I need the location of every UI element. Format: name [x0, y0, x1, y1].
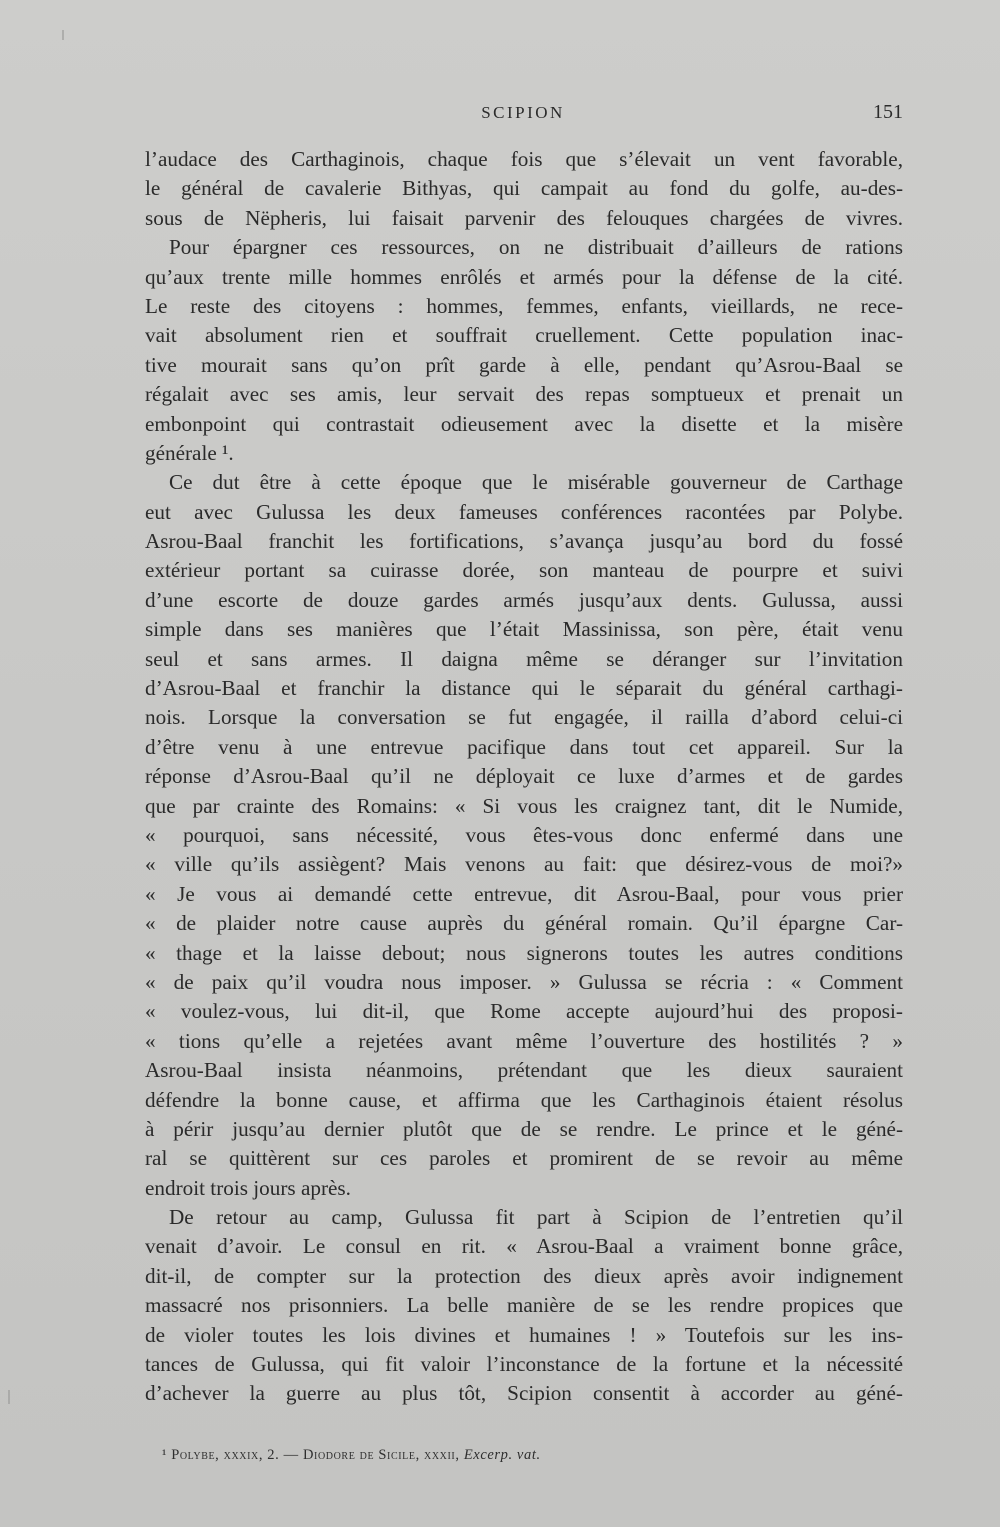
- footnote-source: Polybe, xxxix, 2.: [171, 1447, 280, 1463]
- footnote-marker: ¹: [162, 1447, 167, 1463]
- text-line: nois. Lorsque la conversation se fut engagée, il railla d’abord celui-ci: [145, 705, 903, 730]
- running-head: [143, 103, 903, 129]
- text-line: « Je vous ai demandé cette entrevue, dit Asrou-Baal, pour vous prier: [145, 881, 903, 906]
- text-line: d’une escorte de douze gardes armés jusqu’aux dents. Gulussa, aussi: [145, 587, 903, 612]
- text-line: d’achever la guerre au plus tôt, Scipion consentit à accorder au géné-: [145, 1381, 903, 1406]
- text-line: d’être venu à une entrevue pacifique dans tout cet appareil. Sur la: [145, 734, 903, 759]
- running-title: SCIPION: [481, 103, 565, 122]
- text-line: Le reste des citoyens : hommes, femmes, enfants, vieillards, ne rece-: [145, 293, 903, 318]
- text-line: Asrou-Baal franchit les fortifications, s’avança jusqu’au bord du fossé: [145, 529, 903, 554]
- text-line: qu’aux trente mille hommes enrôlés et armés pour la défense de la cité.: [145, 264, 903, 289]
- text-line: endroit trois jours après.: [145, 1175, 351, 1200]
- text-line: le général de cavalerie Bithyas, qui campait au fond du golfe, au-des-: [145, 176, 903, 201]
- text-line: « thage et la laisse debout; nous signerons toutes les autres conditions: [145, 940, 903, 965]
- text-line: « tions qu’elle a rejetées avant même l’ouverture des hostilités ? »: [145, 1028, 903, 1053]
- text-line: eut avec Gulussa les deux fameuses conférences racontées par Polybe.: [145, 499, 903, 524]
- scan-speck: [8, 1390, 10, 1404]
- text-line: extérieur portant sa cuirasse dorée, son manteau de pourpre et suivi: [145, 558, 903, 583]
- text-line: Ce dut être à cette époque que le misérable gouverneur de Carthage: [169, 470, 903, 495]
- body-text: [145, 145, 903, 1409]
- footnote-dash: —: [283, 1447, 299, 1463]
- text-line: massacré nos prisonniers. La belle manière de se les rendre propices que: [145, 1293, 903, 1318]
- text-line: simple dans ses manières que l’était Massinissa, son père, était venu: [145, 617, 903, 642]
- text-line: « de plaider notre cause auprès du général romain. Qu’il épargne Car-: [145, 911, 903, 936]
- text-line: à périr jusqu’au dernier plutôt que de se rendre. Le prince et le géné-: [145, 1116, 903, 1141]
- text-line: tances de Gulussa, qui fit valoir l’inconstance de la fortune et la nécessité: [145, 1352, 903, 1377]
- text-line: Asrou-Baal insista néanmoins, prétendant que les dieux sauraient: [145, 1058, 903, 1083]
- footnote: [162, 1447, 541, 1464]
- text-line: sous de Nëpheris, lui faisait parvenir des felouques chargées de vivres.: [145, 205, 903, 230]
- text-line: « pourquoi, sans nécessité, vous êtes-vous donc enfermé dans une: [145, 822, 903, 847]
- text-line: l’audace des Carthaginois, chaque fois que s’élevait un vent favorable,: [145, 147, 903, 171]
- text-line: régalait avec ses amis, leur servait des repas somptueux et prenait un: [145, 382, 903, 407]
- text-line: Pour épargner ces ressources, on ne distribuait d’ailleurs de rations: [169, 235, 903, 260]
- text-line: « ville qu’ils assiègent? Mais venons au fait: que désirez-vous de moi?»: [145, 852, 903, 877]
- text-line: dit-il, de compter sur la protection des dieux après avoir indignement: [145, 1263, 903, 1288]
- text-line: de violer toutes les lois divines et humaines ! » Toutefois sur les ins-: [145, 1322, 903, 1347]
- text-line: générale ¹.: [145, 440, 234, 465]
- text-line: réponse d’Asrou-Baal qu’il ne déployait ce luxe d’armes et de gardes: [145, 764, 903, 789]
- text-line: De retour au camp, Gulussa fit part à Scipion de l’entretien qu’il: [169, 1205, 903, 1230]
- text-line: d’Asrou-Baal et franchir la distance qui le séparait du général carthagi-: [145, 676, 903, 701]
- text-line: vait absolument rien et souffrait cruellement. Cette population inac-: [145, 323, 903, 348]
- text-line: venait d’avoir. Le consul en rit. « Asrou-Baal a vraiment bonne grâce,: [145, 1234, 903, 1259]
- text-line: tive mourait sans qu’on prît garde à elle, pendant qu’Asrou-Baal se: [145, 352, 903, 377]
- scan-speck: [62, 30, 64, 40]
- text-line: « voulez-vous, lui dit-il, que Rome accepte aujourd’hui des proposi-: [145, 999, 903, 1024]
- text-line: seul et sans armes. Il daigna même se déranger sur l’invitation: [145, 646, 903, 671]
- text-line: « de paix qu’il voudra nous imposer. » Gulussa se récria : « Comment: [145, 969, 903, 994]
- footnote-source: Diodore de Sicile, xxxii,: [302, 1447, 460, 1463]
- page-number: 151: [873, 101, 903, 123]
- text-line: embonpoint qui contrastait odieusement avec la disette et la misère: [145, 411, 903, 436]
- footnote-source-italic: Excerp. vat.: [463, 1447, 541, 1463]
- text-line: que par crainte des Romains: « Si vous les craignez tant, dit le Numide,: [145, 793, 903, 818]
- text-line: défendre la bonne cause, et affirma que les Carthaginois étaient résolus: [145, 1087, 903, 1112]
- text-line: ral se quittèrent sur ces paroles et promirent de se revoir au même: [145, 1146, 903, 1171]
